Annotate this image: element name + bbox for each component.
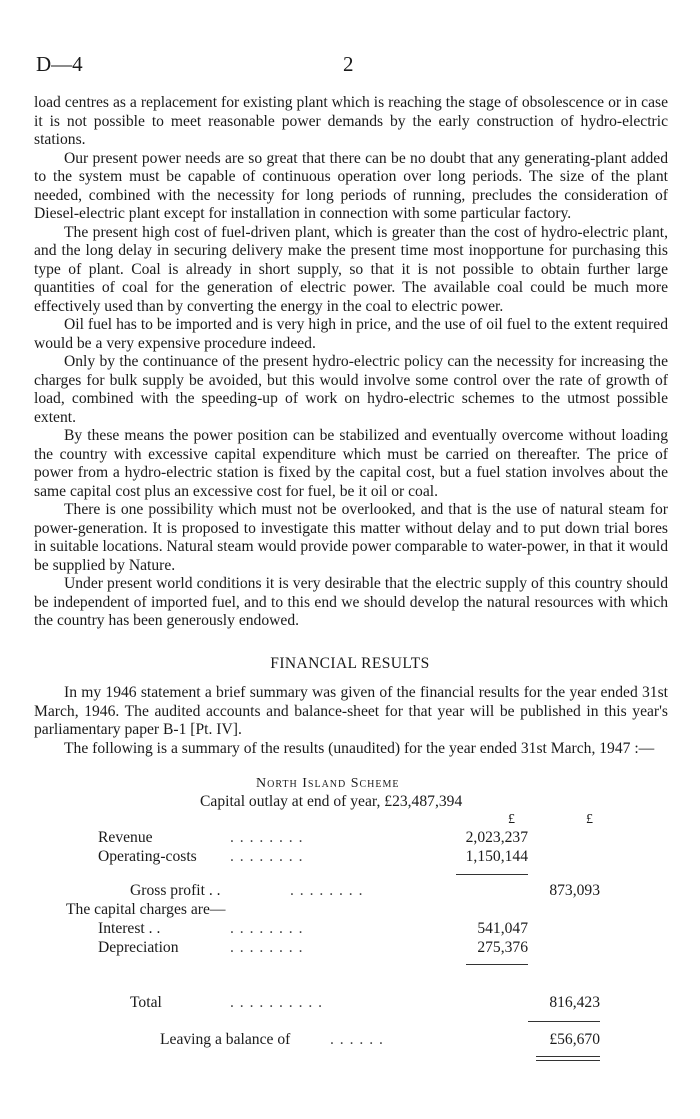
paragraph: By these means the power position can be stabilized and eventually overcome without loading the country with excessive capital expenditure which must be carried on thereafter. The price of power from a hydro-electric station is fixed by the capital cost, but a fuel station involves about the same capital cost plus an excessive cost for fuel, be it oil or coal. <box>34 427 668 500</box>
balance-label: Leaving a balance of <box>160 1031 291 1048</box>
leader-dots: . . . . . . . . <box>290 882 364 899</box>
balance-double-rule-bottom <box>536 1060 600 1061</box>
paragraph: There is one possibility which must not be overlooked, and that is the use of natural steam for power-generation. It is proposed to investigate this matter without delay and to put down trial bores in suitable locations. Natural steam would provide power comparable to water-power, in that it would be supplied by Nature. <box>34 501 668 574</box>
leader-dots: . . . . . . . . <box>230 920 304 937</box>
gross-profit-value: 873,093 <box>549 882 600 899</box>
leader-dots: . . . . . . . . <box>230 848 304 865</box>
revenue-label: Revenue <box>98 829 153 846</box>
section-heading: FINANCIAL RESULTS <box>270 655 430 672</box>
leader-dots: . . . . . . . . . . <box>230 994 324 1011</box>
capital-charges-label: The capital charges are— <box>66 901 226 918</box>
interest-value: 541,047 <box>477 920 528 937</box>
paragraph: In my 1946 statement a brief summary was given of the financial results for the year ended 31st March, 1946. The audited accounts and balance-sheet for that year will be published in this year's parliamentary paper B-1 [Pt. IV]. <box>34 684 668 738</box>
total-value: 816,423 <box>549 994 600 1011</box>
balance-double-rule-top <box>536 1056 600 1057</box>
leader-dots: . . . . . . <box>330 1031 384 1048</box>
leader-dots: . . . . . . . . <box>230 939 304 956</box>
interest-label: Interest . . <box>98 920 161 937</box>
body-text <box>34 94 668 631</box>
paragraph: The following is a summary of the results (unaudited) for the year ended 31st March, 1947 :— <box>64 739 655 757</box>
depreciation-label: Depreciation <box>98 939 179 956</box>
total-rule <box>528 1021 600 1022</box>
paragraph: The present high cost of fuel-driven plant, which is greater than the cost of hydro-electric plant, and the long delay in securing delivery make the present time most inopportune for purchasing this type of plant. Coal is already in short supply, so that it is not possible to obtain further large quantities of coal for the generation of electric power. The available coal could be much more effectively used than by converting the energy in the coal to electric power. <box>34 223 668 315</box>
gross-profit-label: Gross profit . . <box>130 882 221 899</box>
operating-costs-value: 1,150,144 <box>465 848 528 865</box>
depreciation-value: 275,376 <box>477 939 528 956</box>
scheme-title: North Island Scheme <box>256 776 400 791</box>
page-number: 2 <box>343 52 354 76</box>
paragraph: Only by the continuance of the present hydro-electric policy can the necessity for increasing the charges for bulk supply be avoided, but this would involve some control over the rate of growth of load, combined with the speeding-up of work on hydro-electric schemes to the utmost possible extent. <box>34 353 668 426</box>
financial-text <box>34 684 668 758</box>
currency-header-2: £ <box>586 812 593 827</box>
currency-header-1: £ <box>508 812 515 827</box>
paragraph: load centres as a replacement for existing plant which is reaching the stage of obsolescence or in case it is not possible to meet reasonable power demands by the early construction of hydro-electric stations. <box>34 94 668 148</box>
balance-value: £56,670 <box>549 1031 600 1048</box>
total-label: Total <box>130 994 162 1011</box>
paragraph: Under present world conditions it is very desirable that the electric supply of this country should be independent of imported fuel, and to this end we should develop the natural resources with which the country has been generously endowed. <box>34 575 668 629</box>
subtotal-rule <box>466 964 528 965</box>
leader-dots: . . . . . . . . <box>230 829 304 846</box>
subtotal-rule <box>456 874 528 875</box>
operating-costs-label: Operating-costs <box>98 848 197 865</box>
document-code: D—4 <box>36 52 83 76</box>
paragraph: Our present power needs are so great that there can be no doubt that any generating-plant added to the system must be capable of continuous operation over long periods. The size of the plant needed, combined with the necessity for long periods of running, precludes the consideration of Diesel-electric plant except for installation in connection with some particular factory. <box>34 149 668 222</box>
capital-outlay: Capital outlay at end of year, £23,487,394 <box>200 793 463 810</box>
paragraph: Oil fuel has to be imported and is very high in price, and the use of oil fuel to the extent required would be a very expensive procedure indeed. <box>34 316 668 352</box>
revenue-value: 2,023,237 <box>465 829 528 846</box>
